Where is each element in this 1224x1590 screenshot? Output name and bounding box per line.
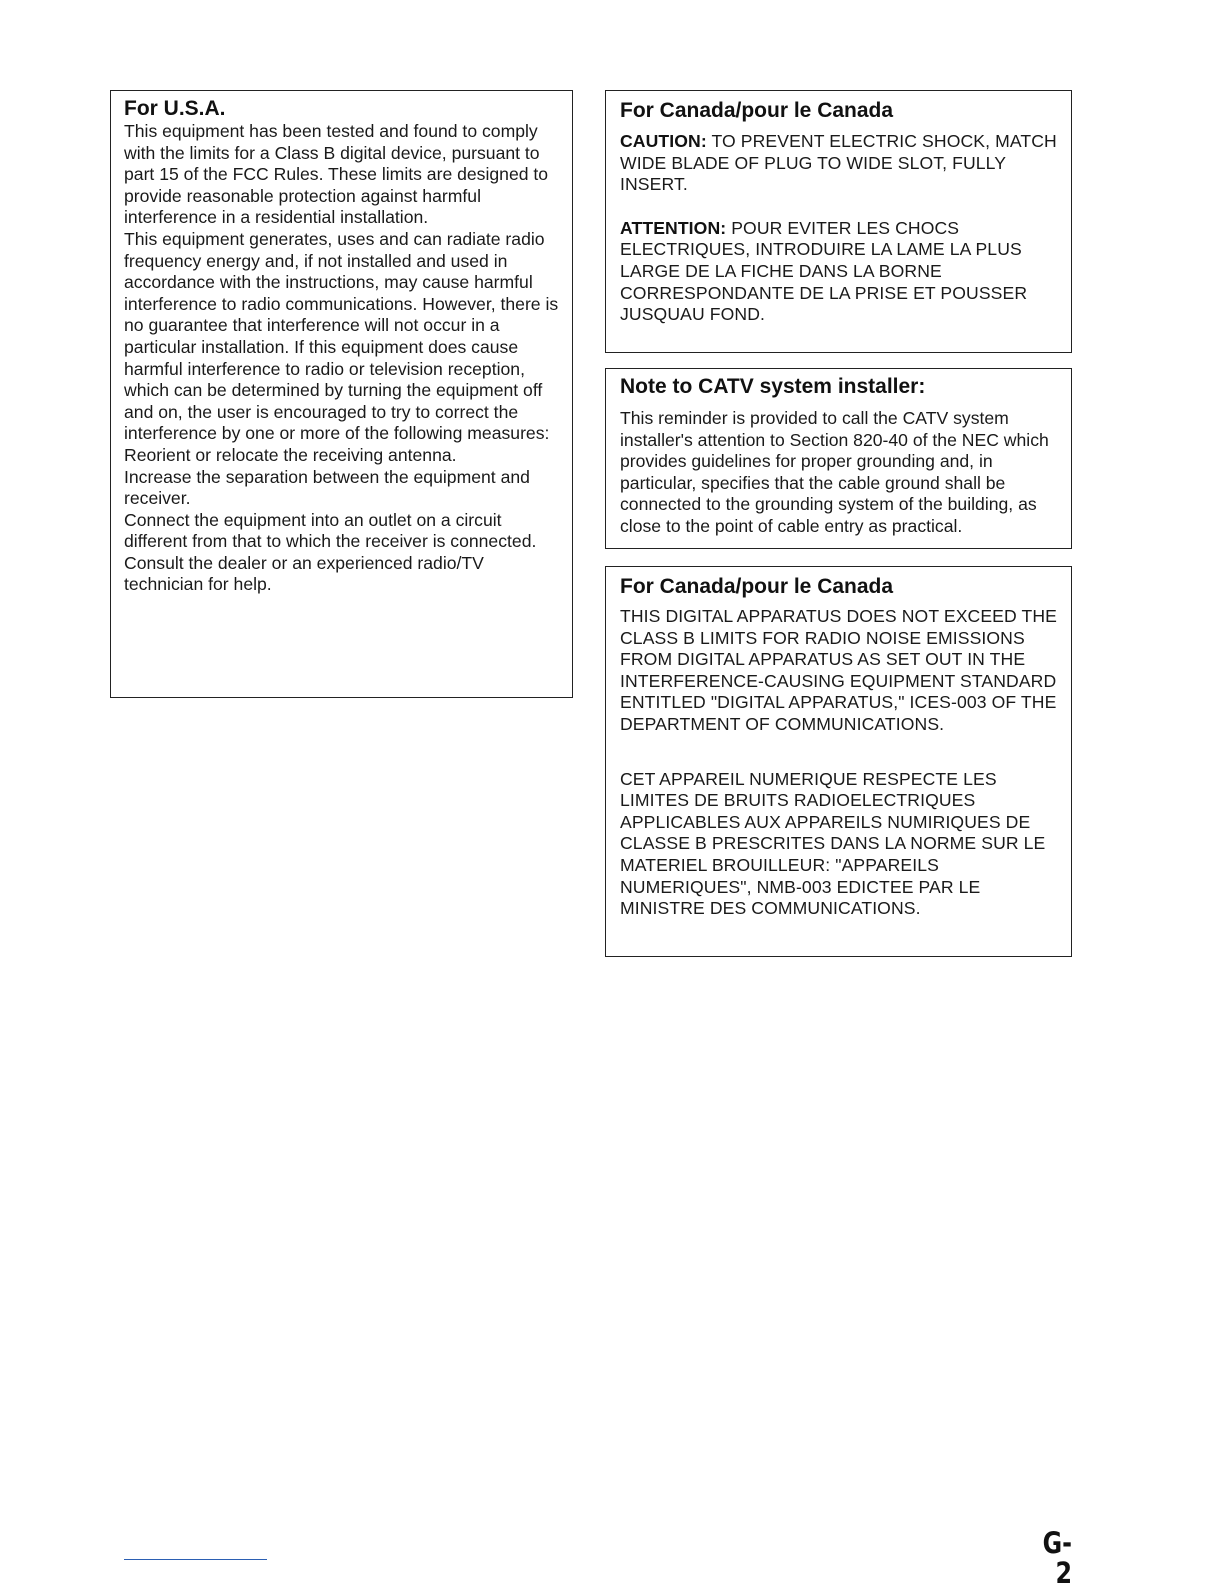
usa-measure-separation: Increase the separation between the equipment and receiver. bbox=[124, 466, 530, 509]
usa-measure-reorient: Reorient or relocate the receiving antenna. bbox=[124, 444, 457, 465]
usa-measure-outlet: Connect the equipment into an outlet on a circuit different from that to which the receiver is connected. bbox=[124, 509, 537, 552]
usa-paragraph-interference: This equipment generates, uses and can radiate radio frequency energy and, if not installed and used in accordance with the instructions, may cause harmful interference to radio communications. However, there is no guarantee that interference will not occur in a particular installation. If this equipment does cause harmful interference to radio or television reception, which can be determined by turning the equipment off and on, the user is encouraged to try to correct the interference by one or more of the following measures: bbox=[124, 228, 559, 444]
canada-digital-english: THIS DIGITAL APPARATUS DOES NOT EXCEED THE CLASS B LIMITS FOR RADIO NOISE EMISSIONS FROM DIGITAL APPARATUS AS SET OUT IN THE INTERFERENCE-CAUSING EQUIPMENT STANDARD ENTITLED "DIGITAL APPARATUS," ICES-003 OF THE DEPARTMENT OF COMMUNICATIONS. bbox=[620, 606, 1057, 734]
catv-note-text: This reminder is provided to call the CATV system installer's attention to Section 820-40 of the NEC which provides guidelines for proper grounding and, in particular, specifies that the cable ground shall be connected to the grounding system of the building, as close to the point of cable entry as practical. bbox=[620, 408, 1049, 536]
caution-statement bbox=[620, 131, 1059, 196]
usa-notice-title: For U.S.A. bbox=[124, 97, 226, 120]
canada-caution-title: For Canada/pour le Canada bbox=[620, 99, 894, 122]
page-number: G-2 bbox=[1042, 1526, 1072, 1590]
canada-caution-box bbox=[605, 90, 1072, 353]
attention-text: POUR EVITER LES CHOCS ELECTRIQUES, INTRODUIRE LA LAME LA PLUS LARGE DE LA FICHE DANS LA BORNE CORRESPONDANTE DE LA PRISE ET POUSSER JUSQUAU FOND. bbox=[620, 217, 1028, 325]
attention-label: ATTENTION: bbox=[620, 217, 727, 238]
canada-digital-french: CET APPAREIL NUMERIQUE RESPECTE LES LIMITES DE BRUITS RADIOELECTRIQUES APPLICABLES AUX APPAREILS NUMIRIQUES DE CLASSE B PRESCRITES DANS LA NORME SUR LE MATERIEL BROUILLEUR: "APPAREILS NUMERIQUES", NMB-003 EDICTEE PAR LE MINISTRE DES COMMUNICATIONS. bbox=[620, 768, 1046, 919]
usa-paragraph-fcc: This equipment has been tested and found to comply with the limits for a Class B digital device, pursuant to part 15 of the FCC Rules. These limits are designed to provide reasonable protection against harmful interference in a residential installation. bbox=[124, 121, 549, 228]
footer-rule bbox=[124, 1559, 267, 1560]
usa-notice-box bbox=[110, 90, 573, 698]
catv-note-box bbox=[605, 368, 1072, 549]
canada-digital-title: For Canada/pour le Canada bbox=[620, 575, 894, 598]
attention-statement bbox=[620, 218, 1059, 326]
usa-measure-consult: Consult the dealer or an experienced radio/TV technician for help. bbox=[124, 552, 484, 595]
catv-note-title: Note to CATV system installer: bbox=[620, 375, 926, 398]
caution-text: TO PREVENT ELECTRIC SHOCK, MATCH WIDE BLADE OF PLUG TO WIDE SLOT, FULLY INSERT. bbox=[620, 131, 1057, 195]
canada-digital-box bbox=[605, 566, 1072, 957]
caution-label: CAUTION: bbox=[620, 131, 707, 151]
